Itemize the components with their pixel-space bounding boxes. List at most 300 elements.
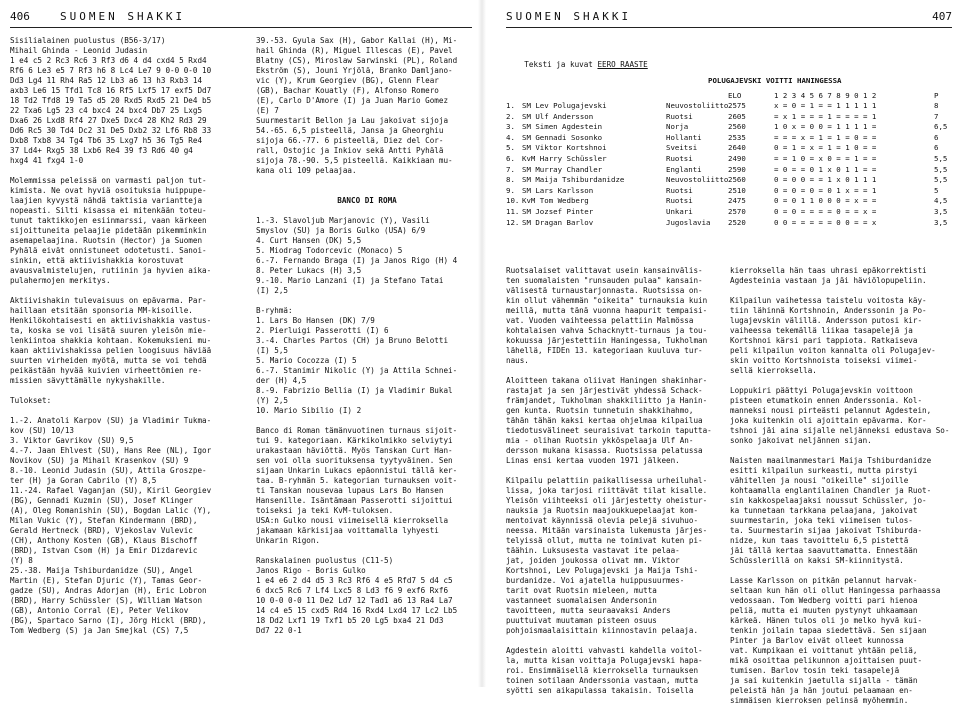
text-line: 25.-38. Maija Tshiburdanidze (SU), Angel: [10, 566, 193, 575]
text-line: 54.-65. 6,5 pisteellä, Jansa ja Gheorghiu: [256, 126, 444, 135]
text-line: Ruotsalaiset valittavat usein kansainvälis-: [506, 266, 703, 275]
text-line: Schüsslerillä on kaksi SM-kiinnitystä.: [730, 556, 904, 565]
text-line: Linas ensi kertaa vuoden 1971 jälkeen.: [506, 456, 680, 465]
crosstable-round-header: 1 2 3 4 5 6 7 8 9 0 1 2: [774, 91, 877, 100]
player-country: Neuvostoliitto: [666, 175, 729, 185]
text-line: Unkarin Rigon.: [256, 536, 321, 545]
blank-line: [256, 546, 478, 556]
text-line: Henkilökohtaisesti en aktiivishakkia vastus-: [10, 316, 212, 325]
blank-line: [10, 406, 228, 416]
player-country: Neuvostoliitto: [666, 101, 729, 110]
player-rank: 8.: [506, 175, 515, 185]
player-results: 0 0 = = = = = 0 0 = = x: [774, 217, 877, 227]
text-line: jakamaan kärkisijaa voittamalla lyhyesti: [256, 526, 439, 535]
text-line: Tom Wedberg (S) ja Jan Smejkal (CS) 7,5: [10, 626, 189, 635]
text-line: avausvalmistelujen, rutiinin ja hyvien aika-: [10, 266, 212, 275]
text-line: 22 Txa6 Lg5 23 c4 bxc4 24 bxc4 Db7 25 Lxg5: [10, 106, 203, 115]
text-line: toinen sotilaan Anderssonia vastaan, mutta: [506, 676, 699, 685]
text-line: (BG), Gennadi Kuzmin (SU), Josef Klinger: [10, 496, 193, 505]
text-line: peikästään hyvää kuivien virheettömien re-: [10, 366, 203, 375]
player-elo: 2490: [728, 154, 746, 163]
text-line: främjandet, Tukholman shakkiliitto ja Hanin-: [506, 396, 708, 405]
text-line: 14 c4 e5 15 cxd5 Rd4 16 Rxd4 Lxd4 17 Lc2 Lb5: [256, 606, 458, 615]
player-country: Norja: [666, 122, 689, 132]
text-line: (BRD), Istvan Csom (H) ja Emir Dizdarevic: [10, 546, 198, 555]
player-name: SM Maija Tshiburdanidze: [522, 175, 625, 185]
player-results: x = 0 = 1 = = 1 1 1 1 1: [774, 101, 877, 110]
player-name: SM Viktor Kortshnoi: [522, 143, 607, 153]
player-results: 1 0 x = 0 0 = 1 1 1 1 =: [774, 122, 877, 132]
text-line: tui 9. kategoriaan. Kärkikolmikko selviytyi: [256, 436, 453, 445]
player-name: SM Dragan Barlov: [522, 217, 594, 227]
text-line: tiin lähinnä Kortshnoin, Anderssonin ja Po-: [730, 306, 927, 315]
player-rank: 11.: [506, 207, 520, 216]
text-line: Agdestein aloitti vahvasti kahdella voitol-: [506, 646, 703, 655]
crosstable-row: [506, 133, 956, 144]
text-line: tähän tähän kaksi kertaa ohjelmaa kilpailua: [506, 416, 703, 425]
text-line: Kortshnoi kärsi pari tappiota. Ratkaiseva: [730, 336, 918, 345]
text-line: ja sai kuitenkin jaetulla sijalla - tämän: [730, 676, 918, 685]
player-rank: 9.: [506, 185, 515, 195]
text-line: sonko jakoivat neljännen sijan.: [730, 436, 872, 445]
player-results: 0 = 0 1 1 0 0 0 = x = =: [774, 196, 877, 206]
text-line: B-ryhmä:: [256, 306, 293, 315]
text-line: naus.: [506, 356, 529, 365]
text-line: täähin. Luksusesta vastavat ite pelaa-: [506, 546, 680, 555]
text-line: Pinter ja Barlov eivät olleet kunnossa: [730, 636, 904, 645]
player-name: SM Ulf Andersson: [522, 111, 594, 121]
text-line: Ranskalainen puolustus (C11-5): [256, 556, 394, 565]
text-line: la, mutta kisan voittaja Polugajevski hapa-: [506, 656, 703, 665]
text-line: (I) 5,5: [256, 346, 289, 355]
crosstable-row: [506, 101, 956, 112]
text-line: (E), Carlo D'Amore (I) ja Juan Mario Gomez: [256, 96, 449, 105]
text-line: peliä, mutta ei muuten pystynyt uhkaamaan: [730, 606, 918, 615]
page-number: 406: [10, 10, 30, 23]
left-page: [0, 0, 480, 687]
player-points: 6: [934, 132, 939, 142]
text-line: tumisen. Barlov tosin teki tasapelejä: [730, 666, 900, 675]
text-line: 5. Mario Cocozza (I) 5: [256, 356, 357, 365]
blank-line: [10, 286, 228, 296]
text-line: (BG), Spartaco Sarno (I), Jörg Hickl (BRD),: [10, 616, 207, 625]
player-name: SM Lars Karlsson: [522, 185, 594, 195]
crosstable-points-header: P: [934, 91, 939, 100]
text-line: Sisilialainen puolustus (B56-3/17): [10, 36, 166, 45]
text-line: tunut taktikkojen esiinmarssi, vaan kärkeen: [10, 216, 207, 225]
text-line: 3. Viktor Gavrikov (SU) 9,5: [10, 436, 134, 445]
player-points: 5,5: [934, 154, 948, 163]
player-points: 6,5: [934, 122, 948, 132]
text-line: suurten virheiden myötä, mutta se voi tehdä: [10, 356, 207, 365]
text-line: 5. Miodrag Todorcevic (Monaco) 5: [256, 246, 403, 255]
player-name: KvM Tom Wedberg: [522, 196, 589, 206]
crosstable-row: [506, 175, 956, 186]
right-column-1: [506, 266, 722, 696]
player-rank: 12.: [506, 217, 520, 227]
player-country: Hollanti: [666, 132, 702, 142]
text-line: Agdesteinia vastaan ja jäi häviölopupeliin.: [730, 276, 927, 285]
text-line: 8.-10. Leonid Judasin (SU), Attila Groszpe-: [10, 466, 207, 475]
text-line: nauksia ja Ruotsin maajoukkuepelaajat kom-: [506, 506, 699, 515]
text-line: ter (H) ja Goran Cabrilo (Y) 8,5: [10, 476, 157, 485]
text-line: esitti kilpailun surkeasti, mutta pirstyi: [730, 466, 918, 475]
text-line: (CH), Anthony Kosten (GB), Klaus Bischoff: [10, 536, 198, 545]
text-line: vaiheessa tekemällä liikaa tasapelejä ja: [730, 326, 913, 335]
text-line: (GB), Antonio Corral (E), Peter Velikov: [10, 606, 189, 615]
player-points: 5: [934, 185, 939, 195]
player-country: Ruotsi: [666, 196, 693, 206]
player-results: = = = x = 1 = 1 = 0 = =: [774, 132, 877, 142]
text-line: 2. Pierluigi Passerotti (I) 6: [256, 326, 389, 335]
text-line: meillä, mutta tänä vuonna haapurit tempaisi-: [506, 306, 708, 315]
player-elo: 2535: [728, 132, 746, 142]
text-line: 4.-7. Jaan Ehlvest (SU), Hans Ree (NL), Igor: [10, 446, 212, 455]
right-page-header: [506, 8, 952, 28]
text-line: toiseksi ja teki KvM-tuloksen.: [256, 506, 394, 515]
right-column-2: [730, 266, 954, 706]
player-rank: 3.: [506, 122, 515, 132]
text-line: ten suomalaisten "runsauden pulaa" kansain-: [506, 276, 703, 285]
text-line: ta. Suurmestarin sijaa jakoivat Tshiburda-: [730, 526, 923, 535]
text-line: Dxb8 Txb8 34 Tg4 Tb6 35 Lxg7 h5 36 Tg5 Re4: [10, 136, 203, 145]
player-country: Ruotsi: [666, 185, 693, 195]
text-line: vastanneet suomalaisen Andersonin: [506, 596, 657, 605]
text-line: mia - olihan Ruotsin ykköspelaaja Ulf An-: [506, 436, 694, 445]
text-line: 1. Lars Bo Hansen (DK) 7/9: [256, 316, 375, 325]
player-points: 7: [934, 111, 939, 121]
text-line: tshnoi jäi aina sijalle neljänneksi edustava So-: [730, 426, 950, 435]
text-line: vedossaan. Tom Wedberg voitti pari hienoa: [730, 596, 918, 605]
text-line: (Y) 8: [10, 556, 33, 565]
text-line: Mihail Ghinda - Leonid Judasin: [10, 46, 148, 55]
text-line: 10. Mario Sibilio (I) 2: [256, 406, 362, 415]
text-line: kohtalaisen vahva Schacknytt-turnaus ja tou-: [506, 326, 708, 335]
text-line: syötti sen aikapulassa takaisin. Toisella: [506, 686, 694, 695]
text-line: tavoitteen, mutta seuraavaksi Anders: [506, 606, 671, 615]
blank-line: [256, 186, 478, 196]
blank-line: [506, 636, 722, 646]
text-line: ta, koska se voi lisätä suuren yleisön mie-: [10, 326, 207, 335]
player-elo: 2560: [728, 175, 746, 185]
text-line: 18 Td2 Tfd8 19 Ta5 d5 20 Rxd5 Rxd5 21 De4 b5: [10, 96, 212, 105]
text-line: hail Ghinda (R), Miguel Illescas (E), Pavel: [256, 46, 453, 55]
text-line: Kilpailu pelattiin paikallisessa urheiluhal-: [506, 476, 708, 485]
text-line: Tulokset:: [10, 396, 52, 405]
player-points: 8: [934, 101, 939, 110]
crosstable-row: [506, 112, 956, 123]
text-line: kaan aktiivishakissa pelien loogisuus häviää: [10, 346, 212, 355]
text-line: Milan Vukic (Y), Stefan Kindermann (BRD),: [10, 516, 198, 525]
player-name: SM Lev Polugajevski: [522, 101, 607, 110]
text-line: Suurmestarit Bellon ja Lau jakoivat sijoja: [256, 116, 449, 125]
text-line: välisestä turnaustarjonnasta. Ruotsissa on-: [506, 286, 703, 295]
text-line: haillaan etsitään sponsoria MM-kisoille.: [10, 306, 193, 315]
text-line: sijoja 66.-77. 6 pisteellä, Diez del Cor-: [256, 136, 444, 145]
left-page-header: [10, 8, 472, 28]
text-line: Blatny (CS), Miroslaw Sarwinski (PL), Roland: [256, 56, 458, 65]
text-line: seltaan kun hän oli ollut Haningessa parhaassa: [730, 586, 941, 595]
text-line: hxg4 41 fxg4 1-0: [10, 156, 84, 165]
text-line: USA:n Gulko nousi viimeisellä kierroksella: [256, 516, 449, 525]
text-line: (GB), Bachar Kouatly (F), Alfonso Romero: [256, 86, 439, 95]
text-line: 18 Dd2 Lxf1 19 Txf1 b5 20 Lg5 bxa4 21 Dd3: [256, 616, 444, 625]
player-name: SM Jozsef Pinter: [522, 207, 594, 216]
text-line: sin kakkospelaajaksi noussut Schüssler, jo-: [730, 496, 927, 505]
text-line: lissa, joka tarjosi riittävät tilat kisalle.: [506, 486, 708, 495]
text-line: axb3 Le6 15 Tfd1 Tc8 16 Rf5 Lxf5 17 exf5 Dd7: [10, 86, 212, 95]
player-rank: 7.: [506, 164, 515, 174]
text-line: gen kunta. Ruotsin tunnetuin shakkihahmo,: [506, 406, 694, 415]
player-elo: 2475: [728, 196, 746, 206]
text-line: sijoittuneita pelaajie pidetään pikemminkin: [10, 226, 207, 235]
text-line: (BRD), Harry Schüssler (S), William Watson: [10, 596, 203, 605]
blank-line: [256, 176, 478, 186]
text-line: lenkiintoa shakkia kohtaan. Kokemuksieni mu-: [10, 336, 212, 345]
text-line: Dd7 22 0-1: [256, 626, 302, 635]
text-line: Banco di Roman tämänvuotinen turnaus sijoit-: [256, 426, 458, 435]
crosstable-row: [506, 165, 956, 176]
crosstable-row: [506, 196, 956, 207]
text-line: Novikov (SU) ja Mihail Krasenkov (SU) 9: [10, 456, 189, 465]
text-line: tenkin joilain tapaa siedettävä. Sen sijaan: [730, 626, 927, 635]
player-elo: 2570: [728, 207, 746, 216]
text-line: Ekström (S), Jouni Yrjölä, Branko Damljano-: [256, 66, 453, 75]
text-line: Kortshnoi, Lev Polugajevski ja Maija Tshi-: [506, 566, 699, 575]
text-line: 37 Ld4+ Rxg5 38 Lxb6 Re4 39 f3 Rd6 40 g4: [10, 146, 193, 155]
text-line: 1.-2. Anatoli Karpov (SU) ja Vladimir Tukma-: [10, 416, 212, 425]
crosstable-title: POLUGAJEVSKI VOITTI HANINGESSA: [708, 76, 842, 85]
text-line: kimista. Ne ovat hyviä osoituksia huippupe-: [10, 186, 207, 195]
text-line: tarit ovat Ruotsin mieleen, mutta: [506, 586, 657, 595]
text-line: 39.-53. Gyula Sax (H), Gabor Kallai (H), Mi-: [256, 36, 458, 45]
player-elo: 2640: [728, 143, 746, 153]
player-points: 5,5: [934, 164, 948, 174]
text-line: telyissä ollut, mutta ne toimivat kuten pi-: [506, 536, 703, 545]
text-line: pohjoismaalaisittain kiinnostavin pelaaja.: [506, 626, 699, 635]
text-line: ka tunnetaan tarkkana pelaajana, jakoivat: [730, 506, 918, 515]
player-elo: 2605: [728, 111, 746, 121]
text-line: lugajevskin välillä. Andersson putosi kir-: [730, 316, 923, 325]
text-line: (A), Oleg Romanishin (SU), Bogdan Lalic (Y),: [10, 506, 212, 515]
text-line: 11.-24. Rafael Vaganjan (SU), Kiril Georgiev: [10, 486, 212, 495]
text-line: (E) 7: [256, 106, 279, 115]
player-elo: 2575: [728, 101, 746, 110]
player-elo: 2590: [728, 164, 746, 174]
player-points: 3,5: [934, 217, 948, 227]
text-line: joka kuitenkin oli ajoittain epävarma. Kor-: [730, 416, 927, 425]
text-line: missien sävyttämälle nykyshakille.: [10, 376, 166, 385]
text-line: asemapelaajina. Ruotsin (Hector) ja Suomen: [10, 236, 203, 245]
text-line: lähellä, FIDEn 13. kategoriaan kuuluva tur-: [506, 346, 703, 355]
player-country: Ruotsi: [666, 111, 693, 121]
text-line: sijoja 78.-90. 5,5 pisteellä. Kaikkiaan mu-: [256, 156, 453, 165]
author-name: EERO RAASTE: [597, 60, 648, 69]
text-line: kin ollut vähemmän "oikeita" turnauksia kuin: [506, 296, 708, 305]
text-line: Naisten maailmanmestari Maija Tshiburdanidze: [730, 456, 932, 465]
player-rank: 5.: [506, 143, 515, 153]
player-points: 3,5: [934, 207, 948, 216]
player-rank: 1.: [506, 101, 515, 110]
text-line: dersson mukana kisassa. Ruotsissa pelatussa: [506, 446, 703, 455]
text-line: Pyhälä eivät onnistuneet odotetusti. Sanoi-: [10, 246, 207, 255]
running-header-title: SUOMEN SHAKKI: [60, 10, 186, 23]
blank-line: [730, 446, 954, 456]
player-elo: 2520: [728, 217, 746, 227]
player-country: Jugoslavia: [666, 217, 711, 227]
player-rank: 10.: [506, 196, 520, 206]
text-line: 6.-7. Stanimir Nikolic (Y) ja Attila Schnei-: [256, 366, 458, 375]
player-results: 0 = 0 = = = = 0 = = x =: [774, 207, 877, 216]
text-line: peli kilpailun voiton kannalta oli Polugajev-: [730, 346, 936, 355]
text-line: nopeasti. Silti kisassa ei mitenkään toteu-: [10, 206, 207, 215]
text-line: pisteen etumatkoin ennen Anderssonia. Kol-: [730, 396, 923, 405]
blank-line: [506, 466, 722, 476]
player-points: 5,5: [934, 175, 948, 185]
text-line: 8.-9. Fabrizio Bellia (I) ja Vladimir Bukal: [256, 386, 453, 395]
text-line: der (H) 4,5: [256, 376, 307, 385]
text-line: vic (Y), Krum Georgiev (BG), Glenn Flear: [256, 76, 439, 85]
text-line: tiedotusvälineet seuraisivat tarkoin taputta-: [506, 426, 712, 435]
text-line: Aktiivishakin tulevaisuus on epävarma. Par-: [10, 296, 207, 305]
text-line: roi. Ensimmäisellä kierroksella turnauksen: [506, 666, 699, 675]
crosstable-row: [506, 207, 956, 218]
crosstable-elo-header: ELO: [728, 91, 742, 100]
section-heading: BANCO DI ROMA: [337, 196, 397, 205]
text-line: jat, joiden joukossa olivat mm. Viktor: [506, 556, 680, 565]
blank-line: [730, 566, 954, 576]
text-line: 3.-4. Charles Partos (CH) ja Bruno Belotti: [256, 336, 449, 345]
player-country: Englanti: [666, 164, 702, 174]
text-line: suurmestarin, joka teki viimeisen tulos-: [730, 516, 913, 525]
text-line: Janos Rigo - Boris Gulko: [256, 566, 366, 575]
text-line: Hansenille. Isäntämaan Passerotti sijoittui: [256, 496, 453, 505]
blank-line: [730, 376, 954, 386]
player-name: KvM Harry Schüssler: [522, 154, 607, 163]
blank-line: [256, 296, 478, 306]
text-line: mentoivat käynnissä olevia pelejä sivuhuo-: [506, 516, 699, 525]
player-rank: 4.: [506, 132, 515, 142]
player-points: 6: [934, 143, 939, 153]
player-name: SM Murray Chandler: [522, 164, 603, 174]
text-line: ti Tanskan nousevaa lupaus Lars Bo Hansen: [256, 486, 444, 495]
player-rank: 2.: [506, 111, 515, 121]
player-results: = = 1 0 = x 0 = = 1 = =: [774, 154, 877, 163]
text-line: manneksi nousi pirteästi pelannut Agdestein,: [730, 406, 932, 415]
text-line: vat. Vuoden vaihteessa pelattiin Malmössa: [506, 316, 694, 325]
player-name: SM Simen Agdestein: [522, 122, 603, 132]
player-elo: 2560: [728, 122, 746, 132]
player-rank: 6.: [506, 154, 515, 163]
player-results: 0 = 0 = 0 = 0 1 x = = 1: [774, 185, 877, 195]
text-line: sijaan Unkarin Lukacs epäonnistui tällä ker-: [256, 466, 458, 475]
left-column-2: [256, 36, 478, 636]
crosstable-row: [506, 218, 956, 229]
text-line: 1 e4 e6 2 d4 d5 3 Rc3 Rf6 4 e5 Rfd7 5 d4 c5: [256, 576, 453, 585]
left-column-1: [10, 36, 228, 636]
text-line: vähitellen ja nousi "oikeille" sijoille: [730, 476, 909, 485]
text-line: Rf6 6 Le3 e5 7 Rf3 h6 8 Lc4 Le7 9 0-0 0-0 10: [10, 66, 212, 75]
text-line: kierroksella hän taas uhrasi epäkorrektisti: [730, 266, 927, 275]
text-line: puuttuivat muutaman pisteen osuus: [506, 616, 657, 625]
text-line: Gerald Hertneck (BRD), Vjekoslav Vulevic: [10, 526, 193, 535]
text-line: (I) 2,5: [256, 286, 289, 295]
text-line: Kilpailun vaihetessa taistelu voitosta käy-: [730, 296, 927, 305]
crosstable-row: [506, 186, 956, 197]
text-line: 10 0-0 0-0 11 De2 Ld7 12 Tad1 a6 13 Ra4 La7: [256, 596, 453, 605]
text-line: 9.-10. Mario Lanzani (I) ja Stefano Tatai: [256, 276, 444, 285]
text-line: rall, Ostojic ja Inkiov sekä Antti Pyhälä: [256, 146, 444, 155]
crosstable-row: [506, 154, 956, 165]
text-line: sen voi olla suorituksensa tyytyväinen. Sen: [256, 456, 453, 465]
right-page: [484, 0, 960, 705]
text-line: kov (SU) 10/13: [10, 426, 75, 435]
text-line: urakastaan häviöttä. Myös Tanskan Curt Han-: [256, 446, 453, 455]
text-line: jäi tällä kertaa saavuttamatta. Ennestään: [730, 546, 918, 555]
text-line: burdanidze. Voi ajatella huippusuurmes-: [506, 576, 685, 585]
player-country: Unkari: [666, 207, 693, 216]
text-line: Aloitteen takana oliivat Haningen shakinhar-: [506, 376, 708, 385]
text-line: 6 dxc5 Rc6 7 Lf4 Lxc5 8 Ld3 f6 9 exf6 Rxf6: [256, 586, 449, 595]
blank-line: [730, 286, 954, 296]
text-line: Dd6 Rc5 30 Td4 Dc2 31 De5 Dxb2 32 Lf6 Rb8 33: [10, 126, 212, 135]
player-country: Sveitsi: [666, 143, 698, 153]
text-line: kohtaamalla englantilainen Chandler ja Ruot-: [730, 486, 932, 495]
text-line: sellä kierroksella.: [730, 366, 817, 375]
text-line: (Y) 2,5: [256, 396, 289, 405]
player-results: 0 = 0 0 = = 1 x 0 1 1 1: [774, 175, 877, 185]
text-line: simmäisen kierroksen pelinsä myöhemmin.: [730, 696, 909, 705]
text-line: Smyslov (SU) ja Boris Gulko (USA) 6/9: [256, 226, 426, 235]
blank-line: [256, 416, 478, 426]
text-line: Dd3 Lg4 11 Rh4 Ra5 12 Lb3 a6 13 h3 Rxb3 14: [10, 76, 203, 85]
player-name: SM Gennadi Sosonko: [522, 132, 603, 142]
player-elo: 2510: [728, 185, 746, 195]
player-results: 0 = 1 = x = 1 = 1 0 = =: [774, 143, 877, 153]
text-line: peleistä hän ja hän joutui pelaamaan en-: [730, 686, 913, 695]
text-line: 8. Peter Lukacs (H) 3,5: [256, 266, 362, 275]
text-line: taa. B-ryhmän 5. kategorian turnauksen voit-: [256, 476, 458, 485]
text-line: kokuussa järjestettiin Haningessa, Tukholman: [506, 336, 708, 345]
text-line: sinkin, että aktiivishakkia korostuvat: [10, 256, 184, 265]
text-line: kana oli 109 pelaajaa.: [256, 166, 357, 175]
text-line: Dxa6 26 Lxd8 Rf4 27 Dxe5 Dxc4 28 Kh2 Rd3 29: [10, 116, 207, 125]
player-results: = x 1 = = = 1 = = = = 1: [774, 111, 877, 121]
player-points: 4,5: [934, 196, 948, 206]
blank-line: [506, 366, 722, 376]
text-line: Loppukiri päättyi Polugajevskin voittoon: [730, 386, 913, 395]
text-line: skin voitto Kortshnoista toiseksi viimei-: [730, 356, 918, 365]
text-line: pulahermojen merkitys.: [10, 276, 111, 285]
text-line: vat. Kumpikaan ei voittanut yhtään peliä,: [730, 646, 918, 655]
player-country: Ruotsi: [666, 154, 693, 163]
text-line: 1 e4 c5 2 Rc3 Rc6 3 Rf3 d6 4 d4 cxd4 5 Rxd4: [10, 56, 207, 65]
text-line: kärkeä. Hänen tulos oli jo melko hyvä kui-: [730, 616, 923, 625]
blank-line: [256, 206, 478, 216]
crosstable-row: [506, 143, 956, 154]
page-number: 407: [932, 10, 952, 23]
text-line: Lasse Karlsson on pitkän pelannut harvak-: [730, 576, 918, 585]
blank-line: [10, 386, 228, 396]
text-line: Molemmissa peleissä on varmasti paljon tut-: [10, 176, 207, 185]
text-line: 1.-3. Slavoljub Marjanovic (Y), Vasili: [256, 216, 430, 225]
blank-line: [10, 166, 228, 176]
text-line: 6.-7. Fernando Braga (I) ja Janos Rigo (H) 4: [256, 256, 458, 265]
text-line: laajien kyvystä nähdä taktisia variantteja: [10, 196, 203, 205]
text-line: rastajat ja sen järjestivät yhdessä Schack-: [506, 386, 703, 395]
text-line: gadze (SU), Andras Adorjan (H), Eric Lobron: [10, 586, 207, 595]
running-header-title: SUOMEN SHAKKI: [506, 10, 632, 23]
